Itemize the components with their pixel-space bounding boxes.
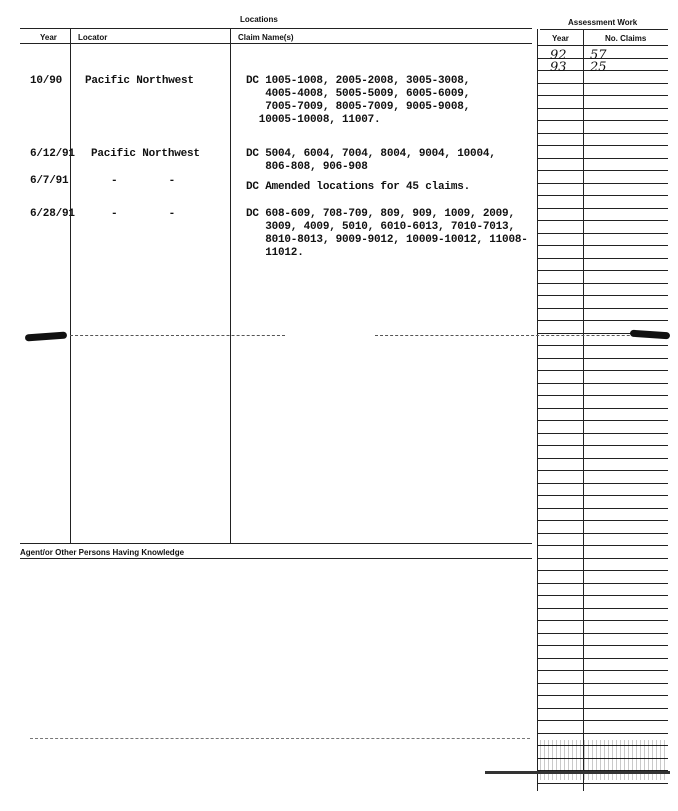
- assessment-row-rule: [537, 233, 668, 234]
- assessment-row-rule: [537, 583, 668, 584]
- record-claims-line: DC 608-609, 708-709, 809, 909, 1009, 2009,: [246, 208, 515, 220]
- assessment-row-rule: [537, 720, 668, 721]
- header-bottom-rule: [20, 43, 532, 44]
- assessment-row-rule: [537, 508, 668, 509]
- scan-noise-line: [485, 771, 670, 774]
- assessment-row-rule: [537, 383, 668, 384]
- assessment-row-rule: [537, 420, 668, 421]
- col-locator-header: Locator: [78, 33, 108, 42]
- assessment-row-rule: [537, 320, 668, 321]
- record-claims-line: DC 1005-1008, 2005-2008, 3005-3008,: [246, 75, 471, 87]
- assessment-row-rule: [537, 670, 668, 671]
- record-year: 6/28/91: [30, 208, 75, 220]
- record-year: 10/90: [30, 75, 63, 87]
- assess-claims-entry: 57: [590, 48, 607, 63]
- assessment-row-rule: [537, 283, 668, 284]
- faded-rule-right: [375, 335, 665, 336]
- assessment-row-rule: [537, 433, 668, 434]
- record-claims-line: 806-808, 906-908: [246, 161, 368, 173]
- assessment-row-rule: [537, 133, 668, 134]
- assessment-row-rule: [537, 295, 668, 296]
- year-locator-divider: [70, 28, 71, 544]
- assessment-row-rule: [537, 345, 668, 346]
- assessment-row-rule: [537, 658, 668, 659]
- record-year: 6/12/91: [30, 148, 75, 160]
- assessment-row-rule: [537, 558, 668, 559]
- locations-bottom-rule: [20, 543, 532, 544]
- assess-claims-entry: 25: [590, 60, 607, 75]
- record-claims-line: 3009, 4009, 5010, 6010-6013, 7010-7013,: [246, 221, 515, 233]
- assessment-row-rule: [537, 370, 668, 371]
- assessment-row-rule: [537, 620, 668, 621]
- ink-smudge: [630, 330, 670, 340]
- assessment-row-rule: [537, 395, 668, 396]
- assessment-row-rule: [537, 470, 668, 471]
- assessment-left-rule: [537, 29, 538, 791]
- assessment-row-rule: [537, 520, 668, 521]
- col-claim-names-header: Claim Name(s): [238, 33, 294, 42]
- assessment-row-rule: [537, 458, 668, 459]
- faded-bottom-rule: [30, 738, 530, 739]
- assessment-row-rule: [537, 195, 668, 196]
- assess-year-entry: 93: [550, 60, 567, 75]
- assess-year-entry: 92: [550, 48, 567, 63]
- assessment-row-rule: [537, 695, 668, 696]
- assessment-row-rule: [537, 533, 668, 534]
- assessment-row-rule: [537, 108, 668, 109]
- assessment-row-rule: [537, 483, 668, 484]
- assessment-row-rule: [537, 733, 668, 734]
- col-assess-year-header: Year: [552, 34, 569, 43]
- record-claims-line: DC 5004, 6004, 7004, 8004, 9004, 10004,: [246, 148, 496, 160]
- assessment-work-title: Assessment Work: [568, 18, 638, 27]
- assessment-row-rule: [537, 408, 668, 409]
- assessment-row-rule: [537, 595, 668, 596]
- assessment-row-rule: [537, 270, 668, 271]
- assessment-row-rule: [537, 495, 668, 496]
- record-claims-line: 7005-7009, 8005-7009, 9005-9008,: [246, 101, 471, 113]
- assessment-row-rule: [537, 45, 668, 46]
- assessment-row-rule: [537, 783, 668, 784]
- assessment-row-rule: [537, 83, 668, 84]
- assessment-row-rule: [537, 570, 668, 571]
- record-locator: - -: [111, 175, 176, 187]
- locations-title: Locations: [240, 15, 278, 24]
- record-claims-line: DC Amended locations for 45 claims.: [246, 181, 471, 193]
- record-locator: Pacific Northwest: [85, 75, 194, 87]
- assessment-mid-rule: [583, 29, 584, 791]
- assessment-row-rule: [537, 258, 668, 259]
- assessment-row-rule: [537, 158, 668, 159]
- assessment-top-rule: [540, 29, 668, 30]
- assessment-row-rule: [537, 183, 668, 184]
- assessment-row-rule: [537, 708, 668, 709]
- assessment-row-rule: [537, 95, 668, 96]
- assessment-row-rule: [537, 445, 668, 446]
- agent-section-label: Agent/or Other Persons Having Knowledge: [20, 548, 185, 557]
- record-year: 6/7/91: [30, 175, 69, 187]
- assessment-row-rule: [537, 608, 668, 609]
- assessment-row-rule: [537, 358, 668, 359]
- scan-noise: [540, 740, 668, 780]
- header-top-rule: [20, 28, 532, 29]
- assessment-row-rule: [537, 545, 668, 546]
- assessment-row-rule: [537, 245, 668, 246]
- assessment-row-rule: [537, 683, 668, 684]
- record-locator: Pacific Northwest: [91, 148, 200, 160]
- record-claims-line: 10005-10008, 11007.: [246, 114, 381, 126]
- record-claims-line: 4005-4008, 5005-5009, 6005-6009,: [246, 88, 471, 100]
- assessment-row-rule: [537, 633, 668, 634]
- assessment-row-rule: [537, 645, 668, 646]
- assessment-row-rule: [537, 170, 668, 171]
- col-no-claims-header: No. Claims: [605, 34, 647, 43]
- faded-rule-left: [70, 335, 285, 336]
- record-claims-line: 11012.: [246, 247, 304, 259]
- ink-smudge: [25, 332, 67, 342]
- agent-section-rule: [20, 558, 532, 559]
- assessment-row-rule: [537, 308, 668, 309]
- assessment-row-rule: [537, 145, 668, 146]
- record-locator: - -: [111, 208, 176, 220]
- locator-claims-divider: [230, 28, 231, 544]
- assessment-row-rule: [537, 208, 668, 209]
- assessment-row-rule: [537, 120, 668, 121]
- record-claims-line: 8010-8013, 9009-9012, 10009-10012, 11008-: [246, 234, 528, 246]
- assessment-row-rule: [537, 220, 668, 221]
- col-year-header: Year: [40, 33, 57, 42]
